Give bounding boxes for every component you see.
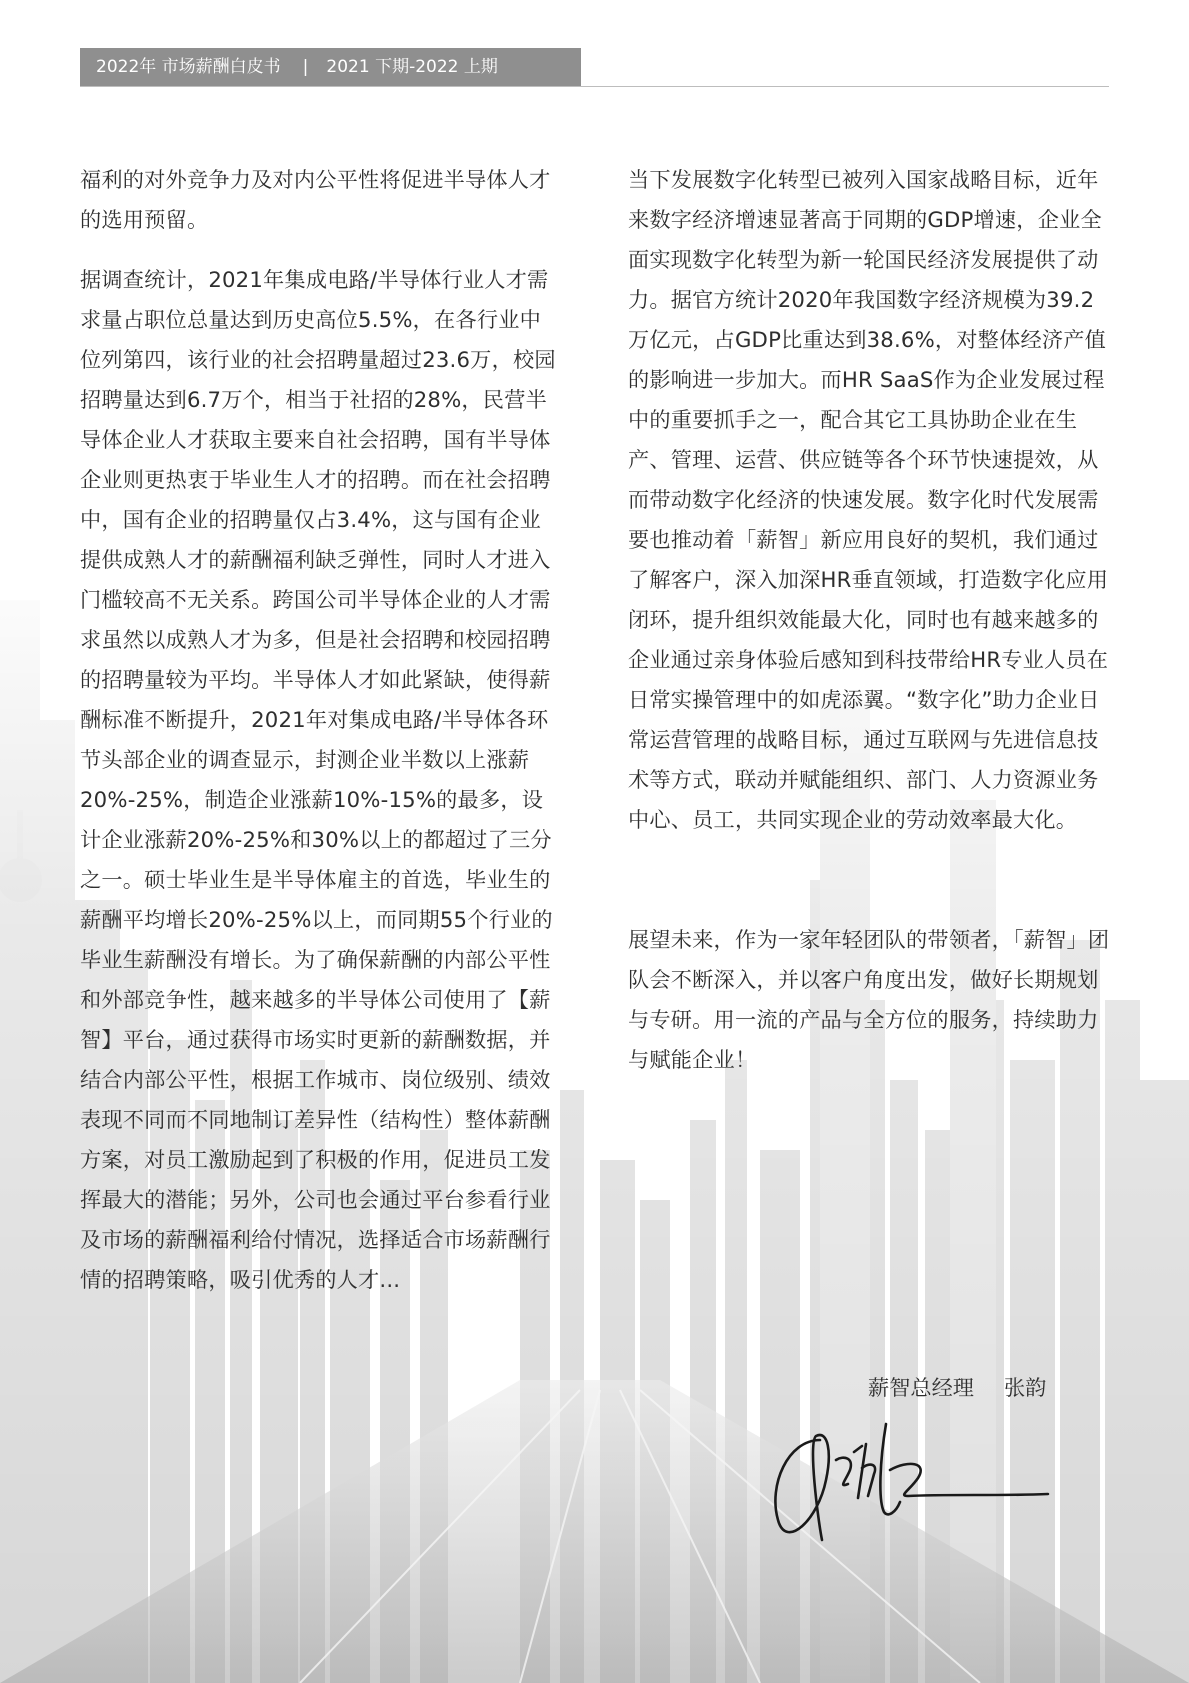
header-title: 2022年 市场薪酬白皮书 bbox=[96, 57, 281, 77]
paragraph: 当下发展数字化转型已被列入国家战略目标，近年来数字经济增速显著高于同期的GDP增速，企业全面实现数字化转型为新一轮国民经济发展提供了动力。据官方统计2020年我国数字经济规模为39.2万亿元，占GDP比重达到38.6%，对整体经济产值的影响进一步加大。而HR SaaS作为企业发展过程中的重要抓手之一，配合其它工具协助企业在生产、管理、运营、供应链等各个环节快速提效，从而带动数字化经济的快速发展。数字化时代发展需要也推动着「薪智」新应用良好的契机，我们通过了解客户，深入加深HR垂直领域，打造数字化应用闭环，提升组织效能最大化，同时也有越来越多的企业通过亲身体验后感知到科技带给HR专业人员在日常实操管理中的如虎添翼。“数字化”助力企业日常运营管理的战略目标，通过互联网与先进信息技术等方式，联动并赋能组织、部门、人力资源业务中心、员工，共同实现企业的劳动效率最大化。 bbox=[628, 167, 1109, 832]
header-bar bbox=[80, 48, 581, 86]
right-column bbox=[628, 160, 1110, 1080]
paragraph: 福利的对外竞争力及对内公平性将促进半导体人才的选用预留。 bbox=[80, 167, 551, 232]
signer-title: 薪智总经理 bbox=[868, 1375, 974, 1400]
header-rule bbox=[80, 86, 1109, 87]
header-separator: | bbox=[302, 57, 309, 77]
signer-line bbox=[868, 1372, 1046, 1402]
header-period: 2021 下期-2022 上期 bbox=[326, 57, 498, 77]
paragraph: 展望未来，作为一家年轻团队的带领者，「薪智」团队会不断深入，并以客户角度出发，做好长期规划与专研。用一流的产品与全方位的服务，持续助力与赋能企业！ bbox=[628, 927, 1110, 1072]
signer-name: 张韵 bbox=[1003, 1375, 1047, 1400]
handwritten-signature bbox=[758, 1400, 1058, 1560]
left-column bbox=[80, 160, 560, 1300]
paragraph: 据调查统计，2021年集成电路/半导体行业人才需求量占职位总量达到历史高位5.5%，在各行业中位列第四，该行业的社会招聘量超过23.6万，校园招聘量达到6.7万个，相当于社招的28%，民营半导体企业人才获取主要来自社会招聘，国有半导体企业则更热衷于毕业生人才的招聘。而在社会招聘中，国有企业的招聘量仅占3.4%，这与国有企业提供成熟人才的薪酬福利缺乏弹性，同时人才进入门槛较高不无关系。跨国公司半导体企业的人才需求虽然以成熟人才为多，但是社会招聘和校园招聘的招聘量较为平均。半导体人才如此紧缺，使得薪酬标准不断提升，2021年对集成电路/半导体各环节头部企业的调查显示，封测企业半数以上涨薪20%-25%，制造企业涨薪10%-15%的最多，设计企业涨薪20%-25%和30%以上的都超过了三分之一。硕士毕业生是半导体雇主的首选，毕业生的薪酬平均增长20%-25%以上，而同期55个行业的毕业生薪酬没有增长。为了确保薪酬的内部公平性和外部竞争性，越来越多的半导体公司使用了【薪智】平台，通过获得市场实时更新的薪酬数据，并结合内部公平性，根据工作城市、岗位级别、绩效表现不同而不同地制订差异性（结构性）整体薪酬方案，对员工激励起到了积极的作用，促进员工发挥最大的潜能；另外，公司也会通过平台参看行业及市场的薪酬福利给付情况，选择适合市场薪酬行情的招聘策略，吸引优秀的人才... bbox=[80, 267, 556, 1292]
